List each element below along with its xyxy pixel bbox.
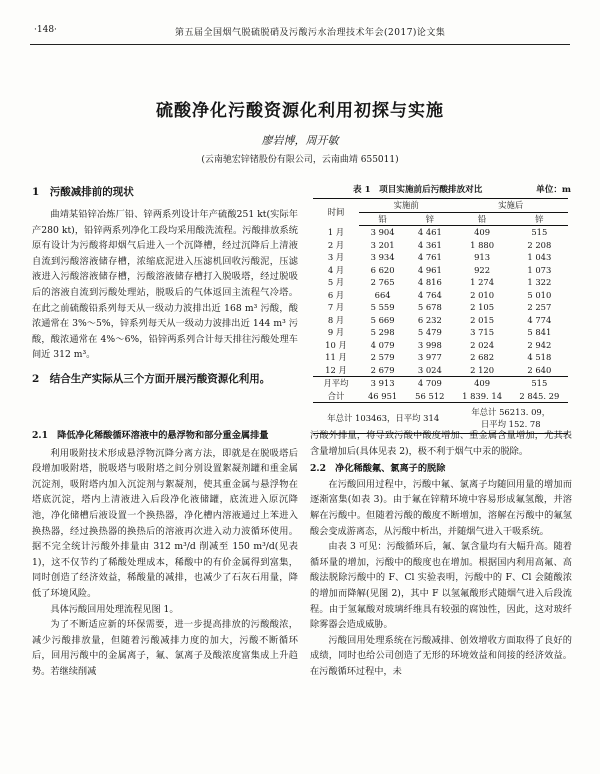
table-1-cell-value: 4 079 xyxy=(370,339,395,350)
table-1-cell-value: 4 816 xyxy=(417,277,442,287)
table-1-cell-value: 664 xyxy=(374,289,391,300)
page-number: ·148· xyxy=(34,25,57,35)
table-1-cell-value: 1 880 xyxy=(470,239,495,250)
left-column-lower xyxy=(32,428,298,680)
header-rule xyxy=(30,44,570,45)
table-1-row xyxy=(313,301,568,314)
table-1-cell-value: 515 xyxy=(531,227,548,237)
table-1-cell-value: 409 xyxy=(474,378,491,388)
table-1-cell-value: 5 479 xyxy=(417,327,442,337)
table-1-row xyxy=(313,351,568,364)
section-2-1-paragraph: 利用吸附技术形成悬浮物沉降分离方法，即就是在脱吸塔后段增加吸附塔，脱吸塔与吸附塔之间分别设置絮凝剂罐和重金属沉淀剂，吸附塔内加入沉淀剂与絮凝剂，使其重金属与悬浮物在塔底沉淀，塔内上清液进入后段净化液储罐，底流进入原沉降池，净化储槽后液设置一个换热器，净化槽内溶液通过上苯进入换热器，经过换热器的换热后的溶液再次进入动力波循环使用。据不完全统计污酸外排量由 312 m³/d 削减至 150 m³/d(见表 1)，这不仅节约了稀酸处理成本，稀酸中的有价金属得到富集，同时创造了经济效益，稀酸量的减排，也减少了石灰石用量，降低了环境风险。 xyxy=(32,447,298,599)
table-1-cell-value: 3 904 xyxy=(370,227,395,237)
subsection-2-1-heading: 2.1 降低净化稀酸循环溶液中的悬浮物和部分重金属排量 xyxy=(32,430,269,441)
table-1-cell-value: 3 998 xyxy=(417,339,442,350)
table-1-cell-value: 2 024 xyxy=(470,339,495,350)
table-1-cell-value: 2 579 xyxy=(370,352,395,362)
table-1-cell-value: 6 232 xyxy=(417,314,442,325)
table-1-cell-value: 2 682 xyxy=(470,352,495,362)
table-1-cell-value: 1 839. 14 xyxy=(462,390,503,401)
table-1-cell-value: 2 105 xyxy=(470,302,495,312)
table-1-cell-month: 9 月 xyxy=(327,327,345,337)
table-1-row xyxy=(313,364,568,377)
table-1-caption: 表 1 项目实施前后污酸排放对比 xyxy=(353,185,483,195)
table-1-cell-value: 2 640 xyxy=(527,364,552,375)
left-column-upper xyxy=(32,184,298,392)
section-2-heading: 2 结合生产实际从三个方面开展污酸资源化利用。 xyxy=(32,372,271,385)
table-1-header-row xyxy=(313,199,568,213)
figure-1-reference: 具体污酸回用处理流程见图 1。 xyxy=(50,603,179,615)
table-1-cell-month: 2 月 xyxy=(327,239,345,250)
table-1-cell-value: 2 845. 29 xyxy=(519,390,560,401)
table-1-cell-month: 11 月 xyxy=(325,352,347,362)
table-1-group-before: 实施前 xyxy=(359,199,453,213)
table-1-cell-month: 月平均 xyxy=(323,378,349,388)
table-1-cell-value: 2 942 xyxy=(527,339,552,350)
table-1-cell-month: 10 月 xyxy=(325,339,347,350)
table-1-cell-value: 409 xyxy=(474,227,491,237)
table-1-footer-after: 年总计 56213. 09， 日平均 152. 78 xyxy=(453,403,568,434)
table-1-cell-month: 6 月 xyxy=(327,289,345,300)
table-1-cell-value: 1 322 xyxy=(527,277,552,287)
paper-title: 硫酸净化污酸资源化利用初探与实施 xyxy=(156,101,444,121)
table-1-cell-value: 2 010 xyxy=(470,289,495,300)
table-1-row xyxy=(313,226,568,239)
table-1-cell-value: 5 010 xyxy=(527,289,552,300)
table-1-cell-value: 2 015 xyxy=(470,314,495,325)
right-column-lower xyxy=(310,428,572,680)
table-1-row xyxy=(313,251,568,264)
table-1-row xyxy=(313,390,568,403)
table-1-sub-zn: 锌 xyxy=(406,212,453,226)
table-1-cell-value: 3 977 xyxy=(417,352,442,362)
table-1-row xyxy=(313,239,568,252)
table-1-cell-value: 5 841 xyxy=(527,327,552,337)
table-1-cell-value: 3 913 xyxy=(370,378,395,388)
table-1-group-after: 实施后 xyxy=(453,199,568,213)
table-1-cell-value: 4 518 xyxy=(527,352,552,362)
table-1-cell-value: 3 201 xyxy=(370,239,395,250)
table-1-row xyxy=(313,326,568,339)
table-1-cell-value: 2 120 xyxy=(470,364,495,375)
table-1-cell-value: 4 761 xyxy=(417,252,442,262)
table-1-cell-value: 4 961 xyxy=(417,264,442,275)
table-1 xyxy=(313,198,568,434)
table-1-block xyxy=(313,183,571,434)
table-1-cell-value: 4 709 xyxy=(417,378,442,388)
paper-authors: 廖岩博，周开敏 xyxy=(261,134,339,147)
table-1-cell-value: 5 298 xyxy=(370,327,395,337)
table-1-cell-value: 2 208 xyxy=(527,239,552,250)
table-1-row xyxy=(313,314,568,327)
table-1-cell-value: 3 934 xyxy=(370,252,395,262)
table-1-cell-month: 8 月 xyxy=(327,314,345,325)
table-1-cell-value: 2 257 xyxy=(527,302,552,312)
table-1-cell-month: 合计 xyxy=(327,390,345,401)
table-1-row xyxy=(313,339,568,352)
table-1-row xyxy=(313,289,568,302)
table-1-cell-value: 5 678 xyxy=(417,302,442,312)
table-1-unit: 单位：m xyxy=(536,185,571,195)
table-1-body xyxy=(313,226,568,403)
table-1-cell-value: 6 620 xyxy=(370,264,395,275)
subsection-2-2-heading: 2.2 净化稀酸氟、氯离子的脱除 xyxy=(310,463,446,475)
table-1-sub-pb: 铅 xyxy=(359,212,406,226)
table-1-sub-pb: 铅 xyxy=(453,212,510,226)
table-1-cell-value: 1 073 xyxy=(527,264,552,275)
table-1-cell-value: 5 559 xyxy=(370,302,395,312)
table-1-cell-month: 4 月 xyxy=(327,264,345,275)
table-1-cell-value: 46 951 xyxy=(367,390,398,401)
section-2-1-continued: 污酸外排量，将导致污酸中酸度增加、重金属含量增加，尤其表含量增加后(具体见表 2)，极不利于烟气中汞的脱除。 xyxy=(310,430,572,457)
table-1-cell-month: 3 月 xyxy=(327,252,345,262)
table-1-cell-value: 3 024 xyxy=(417,364,442,375)
table-1-cell-value: 3 715 xyxy=(470,327,495,337)
conference-title: 第五届全国烟气脱硫脱硝及污酸污水治理技术年会(2017)论文集 xyxy=(175,28,446,38)
section-2-1-paragraph-2: 为了不断适应新的环保需要，进一步提高排放的污酸酸浓，减少污酸排放量，但随着污酸减排力度的加大，污酸不断循环后，回用污酸中的金属离子，氟、氯离子及酸浓度富集成上升趋势。若继续削减 xyxy=(32,619,298,677)
paper-affiliation: (云南驰宏锌锗股份有限公司，云南曲靖 655011) xyxy=(201,155,399,165)
section-2-2-paragraph: 在污酸回用过程中，污酸中氟、氯离子均随回用量的增加而逐渐富集(如表 3)。由于氟在锌精环境中容易形成氟氢酸，并溶解在污酸中。但随着污酸的酸度不断增加，溶解在污酸中的氟氢酸会变成游离态，从污酸中析出，并随烟气进入干吸系统。 xyxy=(310,478,572,537)
section-2-2-paragraph-2: 由表 3 可见：污酸循环后，氟、氯含量均有大幅升高。随着循环量的增加，污酸中的酸度也在增加。根据国内利用高氟、高酸法脱除污酸中的 F、Cl 实验表明，污酸中的 F、Cl 会随酸浓的增加而降解(见图 2)，其中 F 以氢氟酸形式随烟气进入后段流程。由于氢氟酸对玻璃纤维具有较强的腐蚀性，因此，这对玻纤除雾器会造成威胁。 xyxy=(310,541,572,631)
table-1-cell-month: 1 月 xyxy=(327,226,345,237)
table-1-sub-zn: 锌 xyxy=(511,212,568,226)
table-1-footer-before: 年总计 103463，日平均 314 xyxy=(313,403,453,434)
section-1-heading: 1 污酸减排前的现状 xyxy=(32,186,134,198)
table-1-cell-value: 922 xyxy=(474,264,491,275)
section-1-paragraph: 曲靖某铅锌冶炼厂铅、锌两系列设计年产硫酸251 kt(实际年产280 kt)，铅锌两系列净化工段均采用酸洗流程。污酸排放系统原有设计为污酸将却烟气后进入一个沉降槽，经过沉降后上清液自流到污酸溶液储存槽，浓缩底泥进入压滤机回收污酸泥，压滤液进入污酸溶液储存槽，污酸溶液储存槽打入脱吸塔，经过脱吸后的溶液自流到污酸处理站，脱吸后的气体返回主流程气冷塔。在此之前硫酸铅系列每天从一级动力波排出近 168 m³ 污酸，酸浓通常在 3%～5%，锌系列每天从一级动力波排出近 144 m³ 污酸，酸浓通常在 4%～6%，铅锌两系列合计每天排往污酸处理车间近 312 m³。 xyxy=(32,209,298,361)
table-1-cell-value: 4 361 xyxy=(417,239,442,250)
table-1-cell-value: 4 764 xyxy=(417,289,442,300)
table-1-cell-month: 5 月 xyxy=(327,277,345,287)
table-1-cell-value: 913 xyxy=(474,252,491,262)
table-1-col-time: 时间 xyxy=(313,199,359,226)
section-2-2-paragraph-3: 污酸回用处理系统在污酸减排、创效增收方面取得了良好的成绩，同时也给公司创造了无形的环境效益和间接的经济效益。在污酸循环过程中，未 xyxy=(310,634,572,677)
table-1-cell-month: 7 月 xyxy=(327,302,345,312)
table-1-cell-value: 4 461 xyxy=(417,227,442,237)
running-header xyxy=(0,22,600,42)
table-1-cell-value: 5 669 xyxy=(370,314,395,325)
table-1-cell-value: 1 274 xyxy=(470,277,495,287)
table-1-row xyxy=(313,377,568,390)
table-1-cell-value: 56 512 xyxy=(415,390,445,401)
table-1-cell-value: 2 765 xyxy=(370,277,395,287)
table-1-row xyxy=(313,276,568,289)
table-1-row xyxy=(313,264,568,277)
table-1-cell-value: 1 043 xyxy=(527,252,552,262)
table-1-cell-month: 12 月 xyxy=(325,364,347,375)
table-1-cell-value: 4 774 xyxy=(527,314,552,325)
table-1-cell-value: 2 679 xyxy=(370,364,395,375)
table-1-cell-value: 515 xyxy=(531,378,548,388)
